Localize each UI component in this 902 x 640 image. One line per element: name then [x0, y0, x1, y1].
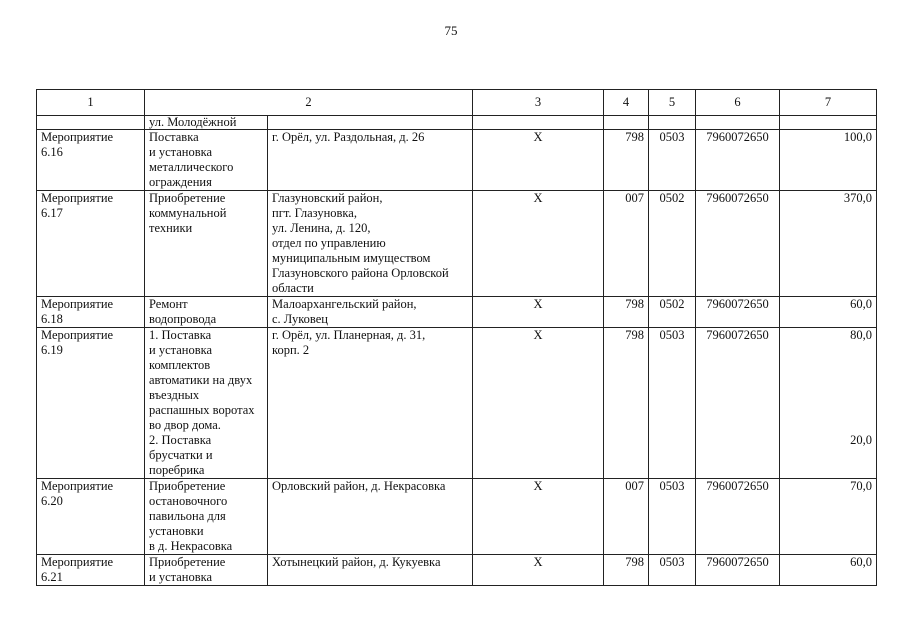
- col6-cell: 7960072650: [696, 479, 780, 555]
- name-line: ограждения: [149, 175, 212, 189]
- header-col-4: 4: [604, 90, 649, 116]
- event-cell: [37, 130, 145, 191]
- address-line: г. Орёл, ул. Планерная, д. 31,: [272, 328, 426, 342]
- col4-cell: 798: [604, 555, 649, 586]
- col4-cell: 798: [604, 328, 649, 479]
- name-cell: [145, 555, 268, 586]
- continuation-event-cell: [37, 116, 145, 130]
- col5-cell: 0503: [649, 130, 696, 191]
- col4-cell: 798: [604, 297, 649, 328]
- event-cell: [37, 555, 145, 586]
- amount-spacer: [784, 388, 872, 403]
- continuation-address-cell: [268, 116, 473, 130]
- name-line: автоматики на двух: [149, 373, 253, 387]
- address-line: корп. 2: [272, 343, 310, 357]
- amount-spacer: [784, 358, 872, 373]
- header-col-5: 5: [649, 90, 696, 116]
- header-col-1: 1: [37, 90, 145, 116]
- name-line: 1. Поставка: [149, 328, 212, 342]
- amount-line: 60,0: [850, 555, 872, 569]
- name-line: остановочного: [149, 494, 228, 508]
- amount-line: 60,0: [850, 297, 872, 311]
- event-cell: [37, 328, 145, 479]
- name-cell: [145, 328, 268, 479]
- name-line: Приобретение: [149, 555, 226, 569]
- mark-cell: Х: [473, 479, 604, 555]
- name-line: Приобретение: [149, 191, 226, 205]
- amount-cell: [780, 328, 877, 479]
- col5-cell: 0503: [649, 479, 696, 555]
- amount-cell: [780, 479, 877, 555]
- amount-spacer: [784, 403, 872, 418]
- address-cell: [268, 328, 473, 479]
- header-col-7: 7: [780, 90, 877, 116]
- name-line: водопровода: [149, 312, 217, 326]
- address-line: с. Луковец: [272, 312, 328, 326]
- address-line: г. Орёл, ул. Раздольная, д. 26: [272, 130, 425, 144]
- event-cell: [37, 191, 145, 297]
- address-cell: [268, 479, 473, 555]
- col6-cell: 7960072650: [696, 328, 780, 479]
- amount-line: 20,0: [850, 433, 872, 447]
- name-line: комплектов: [149, 358, 211, 372]
- amount-spacer: [784, 418, 872, 433]
- measures-table: [36, 89, 877, 586]
- name-line: брусчатки и: [149, 448, 213, 462]
- address-line: отдел по управлению: [272, 236, 386, 250]
- col6-cell: 7960072650: [696, 555, 780, 586]
- amount-cell: [780, 130, 877, 191]
- name-line: техники: [149, 221, 193, 235]
- table-row: [37, 328, 877, 479]
- address-cell: [268, 555, 473, 586]
- address-cell: [268, 191, 473, 297]
- col5-cell: 0502: [649, 297, 696, 328]
- table-row: [37, 191, 877, 297]
- event-line: 6.18: [41, 312, 63, 326]
- col4-cell: 798: [604, 130, 649, 191]
- continuation-col4-cell: [604, 116, 649, 130]
- continuation-row: [37, 116, 877, 130]
- col5-cell: 0503: [649, 555, 696, 586]
- name-line: Приобретение: [149, 479, 226, 493]
- amount-cell: [780, 191, 877, 297]
- amount-line: 70,0: [850, 479, 872, 493]
- event-line: Мероприятие: [41, 328, 114, 342]
- amount-line: 100,0: [843, 130, 872, 144]
- table-header-row: [37, 90, 877, 116]
- name-line: Ремонт: [149, 297, 188, 311]
- table-row: [37, 479, 877, 555]
- address-line: Малоархангельский район,: [272, 297, 417, 311]
- mark-cell: Х: [473, 328, 604, 479]
- table-row: [37, 297, 877, 328]
- amount-line: 80,0: [850, 328, 872, 342]
- col4-cell: 007: [604, 479, 649, 555]
- mark-cell: Х: [473, 191, 604, 297]
- event-line: Мероприятие: [41, 130, 114, 144]
- continuation-amount-cell: [780, 116, 877, 130]
- address-line: пгт. Глазуновка,: [272, 206, 357, 220]
- header-col-2: 2: [145, 90, 473, 116]
- amount-cell: [780, 297, 877, 328]
- event-cell: [37, 297, 145, 328]
- address-cell: [268, 130, 473, 191]
- address-line: Хотынецкий район, д. Кукуевка: [272, 555, 441, 569]
- name-line: и установка: [149, 145, 213, 159]
- amount-line: 370,0: [843, 191, 872, 205]
- amount-spacer: [784, 343, 872, 358]
- amount-cell: [780, 555, 877, 586]
- name-line: коммунальной: [149, 206, 227, 220]
- name-line: в д. Некрасовка: [149, 539, 233, 553]
- page-number: 75: [444, 23, 458, 38]
- col4-cell: 007: [604, 191, 649, 297]
- address-line: области: [272, 281, 314, 295]
- event-line: 6.20: [41, 494, 63, 508]
- table-row: [37, 130, 877, 191]
- name-cell: [145, 297, 268, 328]
- event-cell: [37, 479, 145, 555]
- mark-cell: Х: [473, 130, 604, 191]
- name-line: въездных: [149, 388, 200, 402]
- address-cell: [268, 297, 473, 328]
- name-line: распашных воротах: [149, 403, 255, 417]
- amount-spacer: [784, 373, 872, 388]
- col6-cell: 7960072650: [696, 191, 780, 297]
- name-line: Поставка: [149, 130, 199, 144]
- address-line: муниципальным имуществом: [272, 251, 431, 265]
- event-line: Мероприятие: [41, 297, 114, 311]
- name-cell: [145, 130, 268, 191]
- name-line: поребрика: [149, 463, 205, 477]
- name-line: павильона для: [149, 509, 226, 523]
- address-line: Глазуновский район,: [272, 191, 383, 205]
- name-line: и установка: [149, 343, 213, 357]
- mark-cell: Х: [473, 297, 604, 328]
- event-line: 6.19: [41, 343, 63, 357]
- header-col-6: 6: [696, 90, 780, 116]
- continuation-mark-cell: [473, 116, 604, 130]
- event-line: Мероприятие: [41, 191, 114, 205]
- name-line: установки: [149, 524, 204, 538]
- name-cell: [145, 191, 268, 297]
- address-line: Орловский район, д. Некрасовка: [272, 479, 446, 493]
- col5-cell: 0503: [649, 328, 696, 479]
- event-line: Мероприятие: [41, 555, 114, 569]
- name-line: металлического: [149, 160, 234, 174]
- continuation-col5-cell: [649, 116, 696, 130]
- header-col-3: 3: [473, 90, 604, 116]
- col6-cell: 7960072650: [696, 130, 780, 191]
- event-line: 6.17: [41, 206, 63, 220]
- continuation-name-cell: ул. Молодёжной: [145, 116, 268, 130]
- name-line: 2. Поставка: [149, 433, 212, 447]
- continuation-col6-cell: [696, 116, 780, 130]
- event-line: 6.16: [41, 145, 63, 159]
- col6-cell: 7960072650: [696, 297, 780, 328]
- address-line: Глазуновского района Орловской: [272, 266, 449, 280]
- name-line: во двор дома.: [149, 418, 221, 432]
- mark-cell: Х: [473, 555, 604, 586]
- name-cell: [145, 479, 268, 555]
- col5-cell: 0502: [649, 191, 696, 297]
- event-line: Мероприятие: [41, 479, 114, 493]
- name-line: и установка: [149, 570, 213, 584]
- event-line: 6.21: [41, 570, 63, 584]
- table-row: [37, 555, 877, 586]
- address-line: ул. Ленина, д. 120,: [272, 221, 371, 235]
